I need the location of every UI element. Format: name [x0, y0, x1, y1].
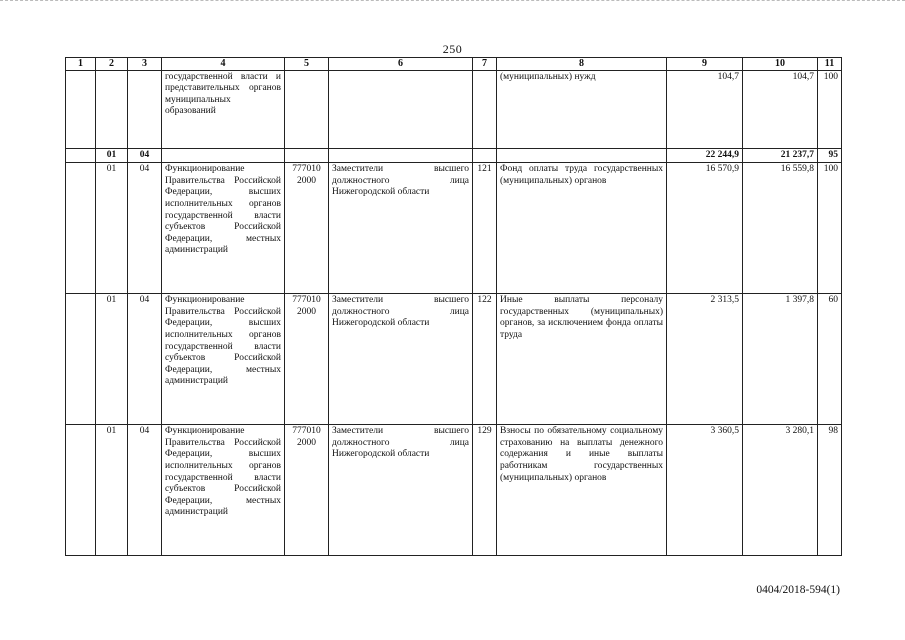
cell-section: 01 [96, 148, 128, 163]
cell-section: 01 [96, 163, 128, 294]
cell-section [96, 70, 128, 148]
cell-percent: 95 [818, 148, 842, 163]
cell-recipient [329, 148, 473, 163]
header-cell: 2 [96, 58, 128, 71]
cell-target: 777010 2000 [285, 294, 329, 425]
header-cell: 8 [497, 58, 667, 71]
cell-expense-type: Фонд оплаты труда государственных (муниципальных) органов [497, 163, 667, 294]
cell-section: 01 [96, 425, 128, 556]
header-cell: 1 [66, 58, 96, 71]
cell-actual: 21 237,7 [743, 148, 818, 163]
cell-col1 [66, 148, 96, 163]
table-header-row [66, 58, 842, 71]
table-row [66, 163, 842, 294]
cell-expense-type: Взносы по обязательному социальному страхованию на выплаты денежного содержания и иные выплаты работникам государственных (муниципальных) органов [497, 425, 667, 556]
cell-actual: 104,7 [743, 70, 818, 148]
cell-percent: 98 [818, 425, 842, 556]
cell-subsection: 04 [128, 148, 162, 163]
cell-subsection: 04 [128, 294, 162, 425]
cell-planned: 104,7 [667, 70, 743, 148]
cell-actual: 3 280,1 [743, 425, 818, 556]
page-number: 250 [442, 42, 463, 56]
header-cell: 3 [128, 58, 162, 71]
cell-planned: 22 244,9 [667, 148, 743, 163]
header-cell: 7 [473, 58, 497, 71]
header-cell: 4 [162, 58, 285, 71]
cell-col1 [66, 425, 96, 556]
cell-target: 777010 2000 [285, 425, 329, 556]
cell-recipient: Заместители высшего должностного лица Нижегородской области [329, 163, 473, 294]
cell-percent: 100 [818, 163, 842, 294]
cell-name: Функционирование Правительства Российской Федерации, высших исполнительных органов государственной власти субъектов Российской Федерации, местных администраций [162, 425, 285, 556]
table-row [66, 425, 842, 556]
cell-code: 121 [473, 163, 497, 294]
cell-subsection [128, 70, 162, 148]
header-cell: 5 [285, 58, 329, 71]
cell-name: Функционирование Правительства Российской Федерации, высших исполнительных органов государственной власти субъектов Российской Федерации, местных администраций [162, 163, 285, 294]
header-cell: 10 [743, 58, 818, 71]
cell-planned: 2 313,5 [667, 294, 743, 425]
cell-recipient: Заместители высшего должностного лица Нижегородской области [329, 294, 473, 425]
table-row [66, 294, 842, 425]
cell-name: Функционирование Правительства Российской Федерации, высших исполнительных органов государственной власти субъектов Российской Федерации, местных администраций [162, 294, 285, 425]
cell-target: 777010 2000 [285, 163, 329, 294]
table-row-subtotal [66, 148, 842, 163]
cell-name [162, 148, 285, 163]
cell-subsection: 04 [128, 425, 162, 556]
cell-percent: 60 [818, 294, 842, 425]
cell-actual: 1 397,8 [743, 294, 818, 425]
header-cell: 6 [329, 58, 473, 71]
cell-col1 [66, 294, 96, 425]
table-row [66, 70, 842, 148]
cell-planned: 3 360,5 [667, 425, 743, 556]
cell-recipient [329, 70, 473, 148]
cell-target [285, 70, 329, 148]
cell-percent: 100 [818, 70, 842, 148]
cell-section: 01 [96, 294, 128, 425]
cell-code: 122 [473, 294, 497, 425]
cell-code: 129 [473, 425, 497, 556]
document-code: 0404/2018-594(1) [756, 584, 840, 596]
header-cell: 9 [667, 58, 743, 71]
cell-subsection: 04 [128, 163, 162, 294]
cell-recipient: Заместители высшего должностного лица Нижегородской области [329, 425, 473, 556]
cell-name: государственной власти и представительных органов муниципальных образований [162, 70, 285, 148]
cell-expense-type [497, 148, 667, 163]
cell-expense-type: (муниципальных) нужд [497, 70, 667, 148]
cell-target [285, 148, 329, 163]
cell-col1 [66, 70, 96, 148]
header-cell: 11 [818, 58, 842, 71]
cell-code [473, 148, 497, 163]
budget-table [65, 57, 842, 556]
page-top-border [0, 0, 905, 5]
cell-planned: 16 570,9 [667, 163, 743, 294]
cell-col1 [66, 163, 96, 294]
cell-code [473, 70, 497, 148]
cell-expense-type: Иные выплаты персоналу государственных (муниципальных) органов, за исключением фонда оплаты труда [497, 294, 667, 425]
cell-actual: 16 559,8 [743, 163, 818, 294]
